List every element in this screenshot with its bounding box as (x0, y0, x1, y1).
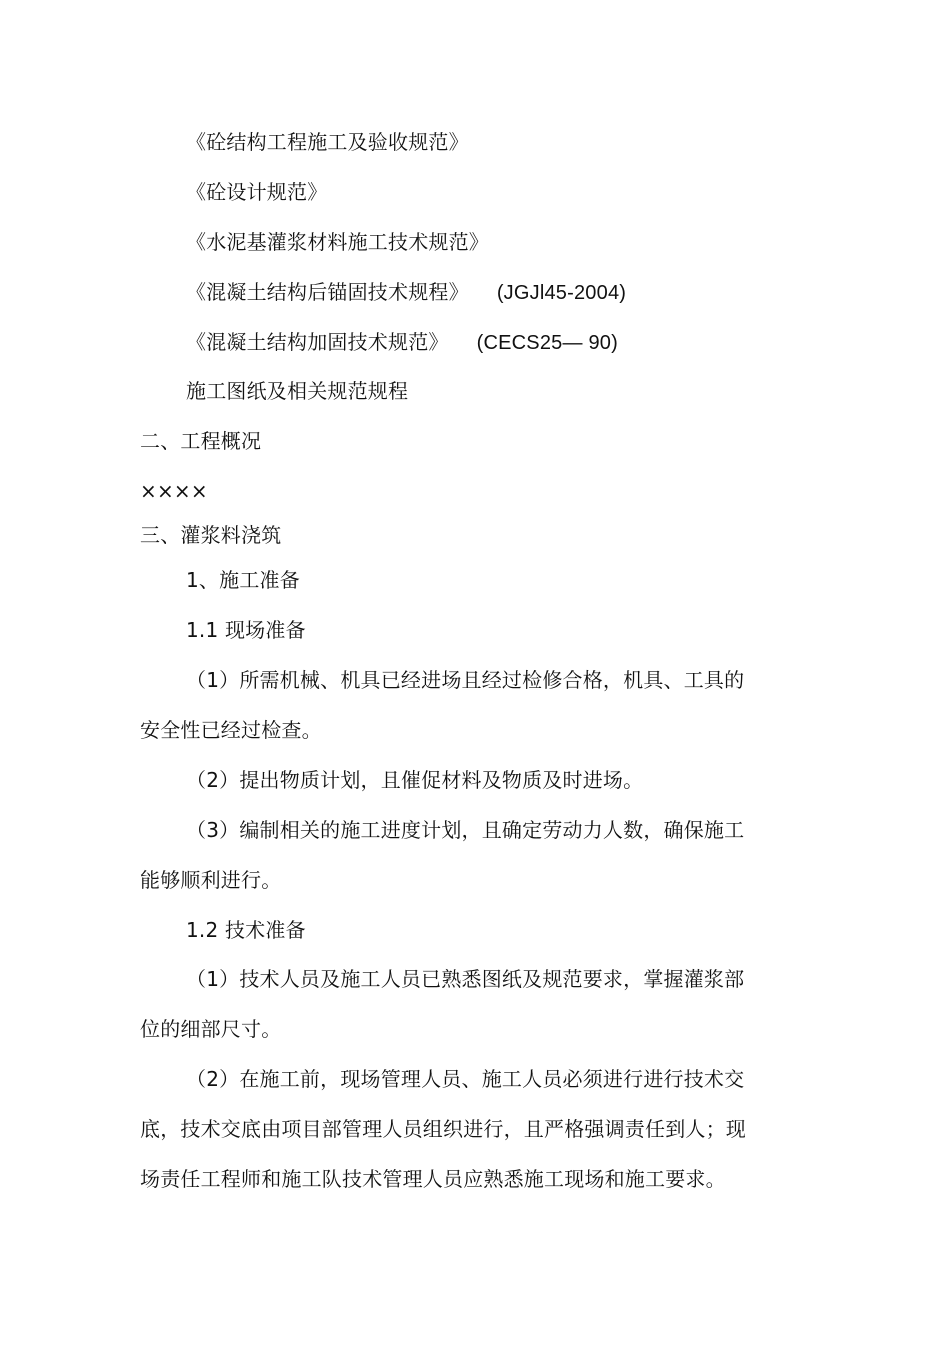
paragraph-line: 能够顺利进行。 (140, 868, 282, 892)
section-content: ×××× (140, 479, 208, 503)
section-heading: 三、灌浆料浇筑 (140, 523, 282, 547)
reference-code: (CECS25— 90) (476, 332, 618, 354)
reference-title: 《砼结构工程施工及验收规范》 (186, 130, 469, 154)
paragraph-line: 场责任工程师和施工队技术管理人员应熟悉施工现场和施工要求。 (140, 1167, 726, 1191)
reference-item (186, 329, 618, 356)
reference-title: 《混凝土结构后锚固技术规程》 (186, 280, 469, 304)
reference-title: 《水泥基灌浆材料施工技术规范》 (186, 230, 489, 254)
subsection-heading: 1.2 技术准备 (186, 918, 306, 942)
paragraph-line: （1）技术人员及施工人员已熟悉图纸及规范要求，掌握灌浆部 (186, 967, 745, 991)
reference-item (186, 129, 469, 155)
reference-item (186, 229, 489, 255)
paragraph-line: 安全性已经过检查。 (140, 718, 322, 742)
reference-item (186, 179, 327, 205)
paragraph-line: （2）在施工前，现场管理人员、施工人员必须进行进行技术交 (186, 1067, 745, 1091)
reference-title: 《砼设计规范》 (186, 180, 328, 204)
paragraph-line: 底，技术交底由项目部管理人员组织进行，且严格强调责任到人；现 (140, 1117, 746, 1141)
reference-title: 施工图纸及相关规范规程 (186, 379, 409, 403)
reference-title: 《混凝土结构加固技术规范》 (186, 330, 449, 354)
section-heading: 二、工程概况 (140, 429, 262, 453)
subsection-heading: 1.1 现场准备 (186, 618, 306, 642)
reference-code: (JGJl45-2004) (496, 282, 627, 304)
paragraph-line: （2）提出物质计划，且催促材料及物质及时进场。 (186, 768, 644, 792)
paragraph-line: （1）所需机械、机具已经进场且经过检修合格，机具、工具的 (186, 668, 745, 692)
subsection-heading: 1、施工准备 (186, 568, 300, 592)
reference-item (186, 279, 626, 306)
paragraph-line: 位的细部尺寸。 (140, 1017, 282, 1041)
reference-item (186, 378, 408, 404)
paragraph-line: （3）编制相关的施工进度计划，且确定劳动力人数，确保施工 (186, 818, 745, 842)
